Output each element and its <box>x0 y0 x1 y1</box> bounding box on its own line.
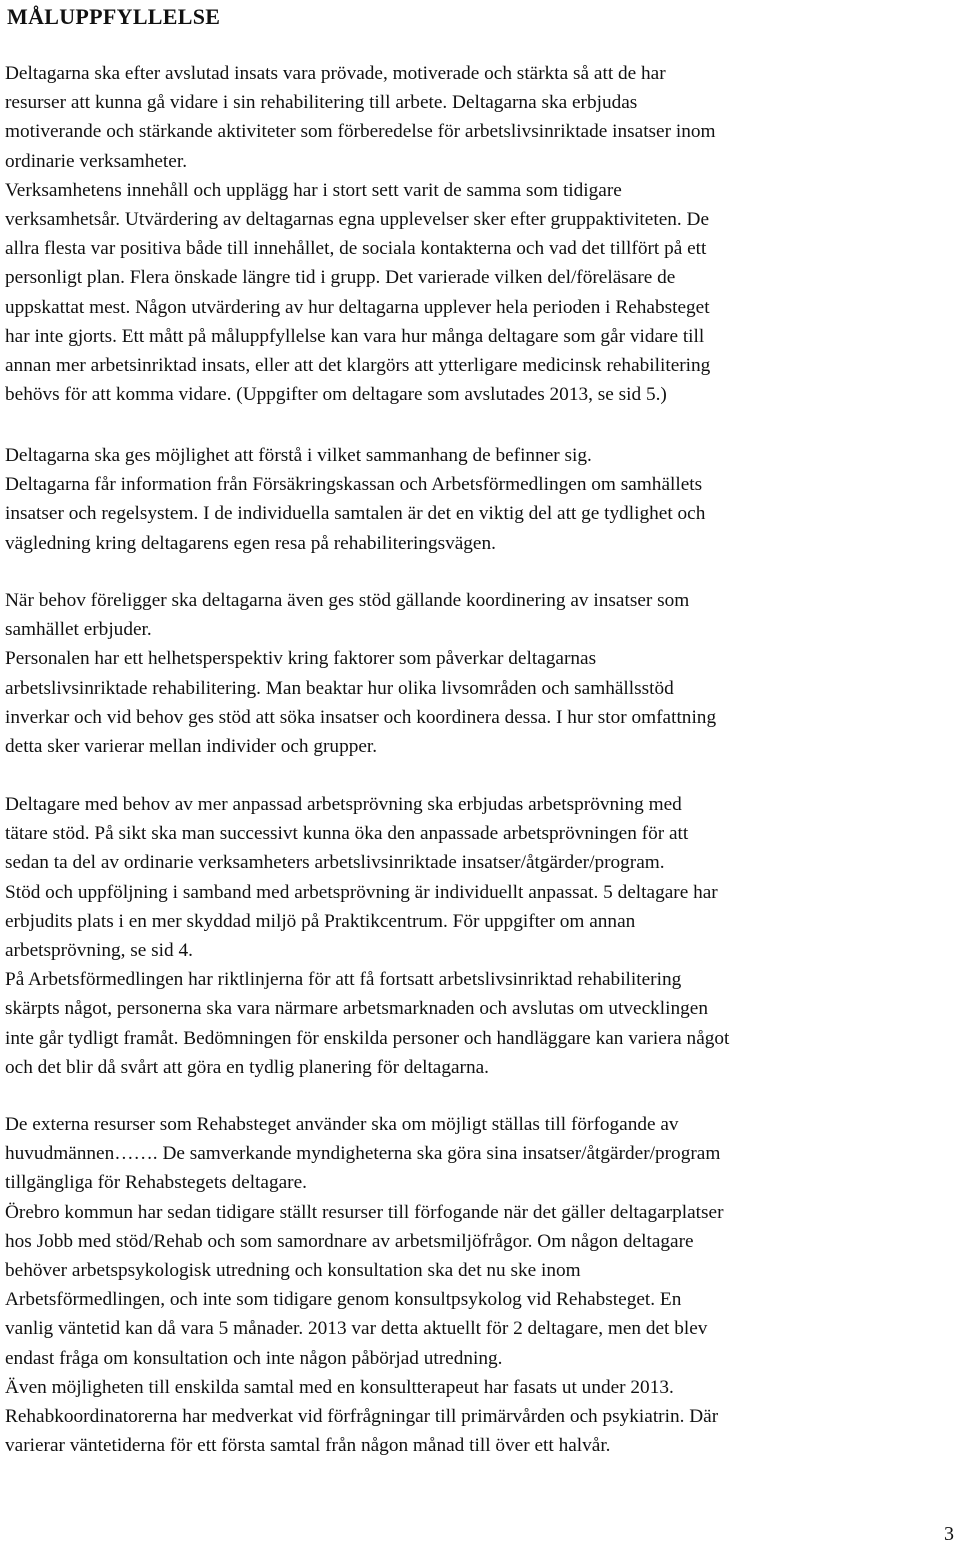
text-line: samhället erbjuder. <box>5 619 152 641</box>
paragraph-goal-fulfilment <box>5 59 950 409</box>
text-line: verksamhetsår. Utvärdering av deltagarnas egna upplevelser sker efter gruppaktiviteten. De <box>5 209 710 231</box>
text-line: vägledning kring deltagarens egen resa på rehabiliteringsvägen. <box>5 532 496 554</box>
text-line: inverkar och vid behov ges stöd att söka insatser och koordinera dessa. I hur stor omfattning <box>5 706 717 728</box>
page-number: 3 <box>944 1523 954 1545</box>
text-line: Även möjligheten till enskilda samtal med en konsultterapeut har fasats ut under 2013. <box>5 1376 674 1398</box>
paragraph-coordination <box>5 586 950 761</box>
section-heading: MÅLUPPFYLLELSE <box>7 4 221 29</box>
text-line: arbetsprövning, se sid 4. <box>5 940 193 962</box>
text-line: behövs för att komma vidare. (Uppgifter om deltagare som avslutades 2013, se sid 5.) <box>5 384 667 406</box>
text-line: ordinarie verksamheter. <box>5 150 188 172</box>
text-line: har inte gjorts. Ett mått på måluppfyllelse kan vara hur många deltagare som går vidare till <box>5 325 705 347</box>
text-line: och det blir då svårt att göra en tydlig planering för deltagarna. <box>5 1056 489 1078</box>
text-line: endast fråga om konsultation och inte någon påbörjad utredning. <box>5 1347 503 1369</box>
text-line: Verksamhetens innehåll och upplägg har i stort sett varit de samma som tidigare <box>5 179 622 201</box>
text-line: Örebro kommun har sedan tidigare ställt resurser till förfogande när det gäller deltagarplatser <box>5 1201 724 1223</box>
text-line: skärpts något, personerna ska vara närmare arbetsmarknaden och avslutas om utvecklingen <box>5 998 708 1020</box>
text-line: Deltagare med behov av mer anpassad arbetsprövning ska erbjudas arbetsprövning med <box>5 794 682 815</box>
text-line: På Arbetsförmedlingen har riktlinjerna för att få fortsatt arbetslivsinriktad rehabilitering <box>5 969 682 991</box>
text-line: Deltagarna ska ges möjlighet att förstå i vilket sammanhang de befinner sig. <box>5 445 592 466</box>
text-line: vanlig väntetid kan då vara 5 månader. 2013 var detta aktuellt för 2 deltagare, men det blev <box>5 1318 708 1340</box>
text-line: Rehabkoordinatorerna har medverkat vid förfrågningar till primärvården och psykiatrin. Där <box>5 1406 719 1428</box>
text-line: hos Jobb med stöd/Rehab och som samordnare av arbetsmiljöfrågor. Om någon deltagare <box>5 1230 694 1252</box>
text-line: När behov föreligger ska deltagarna även ges stöd gällande koordinering av insatser som <box>5 590 690 611</box>
text-line: motiverande och stärkande aktiviteter som förberedelse för arbetslivsinriktade insatser inom <box>5 121 716 143</box>
text-line: Deltagarna ska efter avslutad insats vara prövade, motiverade och stärkta så att de har <box>5 63 666 84</box>
text-line: Stöd och uppföljning i samband med arbetsprövning är individuellt anpassat. 5 deltagare har <box>5 881 718 903</box>
text-line: personligt plan. Flera önskade längre tid i grupp. Det varierade vilken del/föreläsare de <box>5 267 676 289</box>
text-line: Personalen har ett helhetsperspektiv kring faktorer som påverkar deltagarnas <box>5 648 597 670</box>
text-line: De externa resurser som Rehabsteget använder ska om möjligt ställas till förfogande av <box>5 1114 679 1135</box>
text-line: uppskattat mest. Någon utvärdering av hur deltagarna upplever hela perioden i Rehabsteget <box>5 296 710 318</box>
text-line: inte går tydligt framåt. Bedömningen för enskilda personer och handläggare kan variera något <box>5 1027 730 1049</box>
text-line: sedan ta del av ordinarie verksamheters arbetslivsinriktade insatser/åtgärder/program. <box>5 852 665 874</box>
text-line: tätare stöd. På sikt ska man successivt kunna öka den anpassade arbetsprövningen för att <box>5 823 689 845</box>
text-line: detta sker varierar mellan individer och grupper. <box>5 736 378 758</box>
text-line: insatser och regelsystem. I de individuella samtalen är det en viktig del att ge tydlighet och <box>5 503 706 525</box>
paragraph-context <box>5 441 950 558</box>
text-line: tillgängliga för Rehabstegets deltagare. <box>5 1172 307 1194</box>
text-line: huvudmännen……. De samverkande myndigheterna ska göra sina insatser/åtgärder/program <box>5 1143 721 1165</box>
paragraph-work-trial <box>5 790 950 1082</box>
text-line: Deltagarna får information från Försäkringskassan och Arbetsförmedlingen om samhällets <box>5 474 703 496</box>
paragraph-external-resources <box>5 1110 950 1460</box>
text-line: arbetslivsinriktade rehabilitering. Man beaktar hur olika livsområden och samhällsstöd <box>5 677 674 699</box>
text-line: annan mer arbetsinriktad insats, eller att det klargörs att ytterligare medicinsk rehabilitering <box>5 355 711 377</box>
text-line: allra flesta var positiva både till innehållet, de sociala kontakterna och vad det tillfört på ett <box>5 238 707 260</box>
text-line: erbjudits plats i en mer skyddad miljö på Praktikcentrum. För uppgifter om annan <box>5 910 636 932</box>
text-line: Arbetsförmedlingen, och inte som tidigare genom konsultpsykolog vid Rehabsteget. En <box>5 1289 682 1311</box>
text-line: behöver arbetspsykologisk utredning och konsultation ska det nu ske inom <box>5 1260 581 1282</box>
text-line: resurser att kunna gå vidare i sin rehabilitering till arbete. Deltagarna ska erbjudas <box>5 92 638 114</box>
text-line: varierar väntetiderna för ett första samtal från någon månad till över ett halvår. <box>5 1435 611 1457</box>
